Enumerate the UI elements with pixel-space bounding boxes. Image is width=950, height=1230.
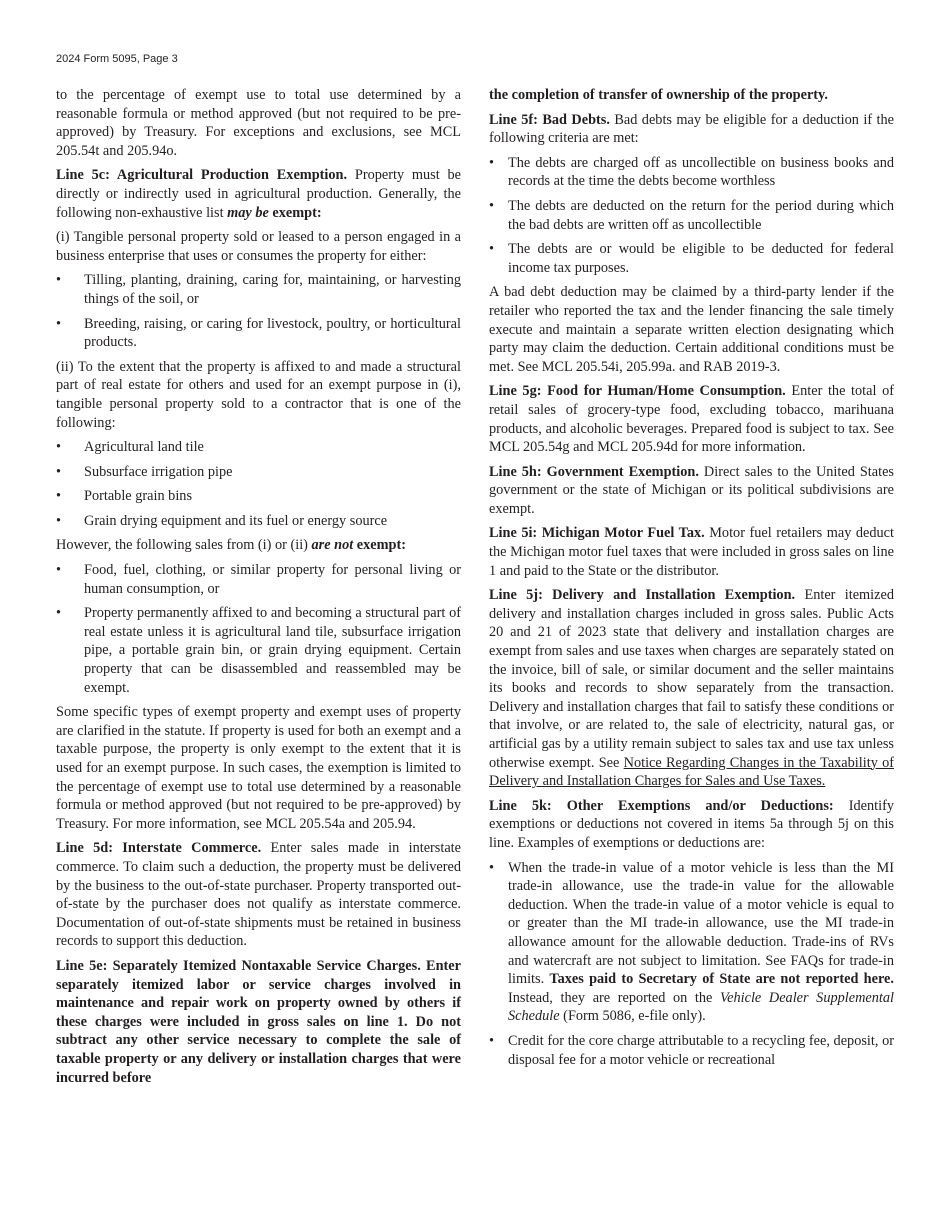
- section-heading: Line 5i: Michigan Motor Fuel Tax.: [489, 525, 705, 542]
- left-column: [56, 86, 461, 1093]
- line-5g-section: Line 5g: Food for Human/Home Consumption. Enter the total of retail sales of grocery-type food, excluding tobacco, marihuana products, and alcoholic beverages. Prepared food is subject to tax. See MCL 205.54g and MCL 205.94d for more information.: [489, 383, 894, 456]
- page-header: 2024 Form 5095, Page 3: [56, 53, 178, 65]
- notice-link[interactable]: Notice Regarding Changes in the Taxability of Delivery and Installation Charges for Sales and Use Taxes.: [489, 754, 894, 790]
- line-5j-section: Line 5j: Delivery and Installation Exemption. Enter itemized delivery and installation charges included in gross sales. Public Acts 20 and 21 of 2023 state that delivery and installation charges are exempt from sales and use taxes when charges are separately stated on the invoice, bill of sale, or similar document and the seller maintains its books and records to show separately from the transaction. Delivery and installation charges that fail to satisfy these conditions or that involve, or are related to, the sale of electricity, natural gas, or artificial gas by a utility remain subject to sales tax and use tax unless otherwise exempt. See Notice Regarding Changes in the Taxability of Delivery and Installation Charges for Sales and Use Taxes.: [489, 587, 894, 790]
- paragraph: A bad debt deduction may be claimed by a third-party lender if the retailer who reported the tax and the lender financing the sale timely execute and maintain a separate written election designating which party may claim the deduction. Certain additional conditions must be met. See MCL 205.54i, 205.99a. and RAB 2019-3.: [489, 284, 894, 375]
- emphasis: Taxes paid to Secretary of State are not reported here.: [549, 971, 894, 988]
- list-item: • Portable grain bins: [56, 487, 461, 506]
- list-item: • Subsurface irrigation pipe: [56, 463, 461, 482]
- list-item: • When the trade-in value of a motor vehicle is less than the MI trade-in allowance, use the trade-in value for the allowable deduction. When the trade-in value of a motor vehicle is equal to or greater than the MI trade-in allowance, use the MI trade-in allowance amount for the allowable deduction. Trade-ins of RVs and watercraft are not subject to limitation. See FAQs for trade-in limits. Taxes paid to Secretary of State are not reported here. Instead, they are reported on the Vehicle Dealer Supplemental Schedule (Form 5086, e-file only).: [489, 859, 894, 1026]
- list-item: • The debts are or would be eligible to be deducted for federal income tax purposes.: [489, 240, 894, 277]
- section-heading: Line 5k: Other Exemptions and/or Deductions:: [489, 797, 834, 814]
- bullet-list: [56, 271, 461, 351]
- section-heading: Line 5d: Interstate Commerce.: [56, 840, 262, 857]
- paragraph: (ii) To the extent that the property is affixed to and made a structural part of real estate for others and used for an exempt purpose in (i), tangible personal property sold to a contractor that is one of the following:: [56, 358, 461, 431]
- right-column: [489, 86, 894, 1075]
- paragraph: (i) Tangible personal property sold or leased to a person engaged in a business enterprise that uses or consumes the property for either:: [56, 229, 461, 264]
- list-item: • Property permanently affixed to and becoming a structural part of real estate unless it is agricultural land tile, subsurface irrigation pipe, a portable grain bin, or grain drying equipment. Certain property that can be disassembled and reassembled may be exempt.: [56, 604, 461, 697]
- line-5f-section: Line 5f: Bad Debts. Bad debts may be eligible for a deduction if the following criteria are met:: [489, 111, 894, 147]
- emphasis: are not: [311, 537, 354, 554]
- list-item: • Tilling, planting, draining, caring for, maintaining, or harvesting things of the soil, or: [56, 271, 461, 308]
- schedule-title: Vehicle Dealer Supplemental Schedule: [508, 989, 895, 1025]
- bullet-list: [56, 438, 461, 530]
- line-5i-section: Line 5i: Michigan Motor Fuel Tax. Motor fuel retailers may deduct the Michigan motor fuel taxes that were included in gross sales on line 1 and paid to the State or the distributor.: [489, 525, 894, 579]
- section-heading: Line 5c: Agricultural Production Exemption.: [56, 167, 348, 184]
- section-heading: Line 5j: Delivery and Installation Exemption.: [489, 587, 796, 604]
- paragraph: Some specific types of exempt property and exempt uses of property are clarified in the statute. If property is used for both an exempt and a taxable purpose, the property is only exempt to the extent that it is used for an exempt purpose. In such cases, the exemption is limited to the percentage of exempt use to total use determined by a reasonable formula or method approved (but not required to be pre-approved) by Treasury. For more information, see MCL 205.54a and 205.94.: [56, 704, 461, 832]
- paragraph: However, the following sales from (i) or (ii) are not exempt:: [56, 537, 407, 554]
- list-item: • Food, fuel, clothing, or similar property for personal living or human consumption, or: [56, 561, 461, 598]
- section-heading: Line 5h: Government Exemption.: [489, 463, 699, 480]
- paragraph: the completion of transfer of ownership of the property.: [489, 87, 828, 103]
- bullet-list: [489, 154, 894, 278]
- list-item: • Breeding, raising, or caring for livestock, poultry, or horticultural products.: [56, 315, 461, 352]
- section-heading: Line 5g: Food for Human/Home Consumption.: [489, 383, 786, 400]
- bullet-list: [489, 859, 894, 1070]
- list-item: • Agricultural land tile: [56, 438, 461, 457]
- list-item: • Credit for the core charge attributable to a recycling fee, deposit, or disposal fee for a motor vehicle or recreational: [489, 1032, 894, 1069]
- list-item: • Grain drying equipment and its fuel or energy source: [56, 512, 461, 531]
- line-5e-section: Line 5e: Separately Itemized Nontaxable Service Charges. Enter separately itemized labor or service charges involved in maintenance and repair work on property owned by others if these charges were included in gross sales on line 1. Do not subtract any other service necessary to complete the sale of taxable property or any delivery or installation charges that were incurred before: [56, 957, 461, 1086]
- line-5c-section: Line 5c: Agricultural Production Exemption. Property must be directly or indirectly used in agricultural production. Generally, the following non-exhaustive list may be exempt:: [56, 167, 461, 221]
- line-5k-section: Line 5k: Other Exemptions and/or Deductions: Identify exemptions or deductions not covered in items 5a through 5j on this line. Examples of exemptions or deductions are:: [489, 797, 894, 851]
- line-5h-section: Line 5h: Government Exemption. Direct sales to the United States government or the state of Michigan or its political subdivisions are exempt.: [489, 463, 894, 517]
- list-item: • The debts are charged off as uncollectible on business books and records at the time the debts become worthless: [489, 154, 894, 191]
- line-5d-section: Line 5d: Interstate Commerce. Enter sales made in interstate commerce. To claim such a deduction, the property must be delivered by the business to the out-of-state purchaser. Property transported out-of-state by the purchaser does not qualify as interstate commerce. Documentation of out-of-state shipments must be retained in business records to support this deduction.: [56, 840, 461, 950]
- list-item: • The debts are deducted on the return for the period during which the bad debts are written off as uncollectible: [489, 197, 894, 234]
- paragraph: to the percentage of exempt use to total use determined by a reasonable formula or method approved (but not required to be pre-approved) by Treasury. For exceptions and exclusions, see MCL 205.54t and 205.94o.: [56, 87, 461, 159]
- emphasis: may be: [227, 204, 269, 221]
- bullet-list: [56, 561, 461, 697]
- section-heading: Line 5f: Bad Debts.: [489, 111, 610, 128]
